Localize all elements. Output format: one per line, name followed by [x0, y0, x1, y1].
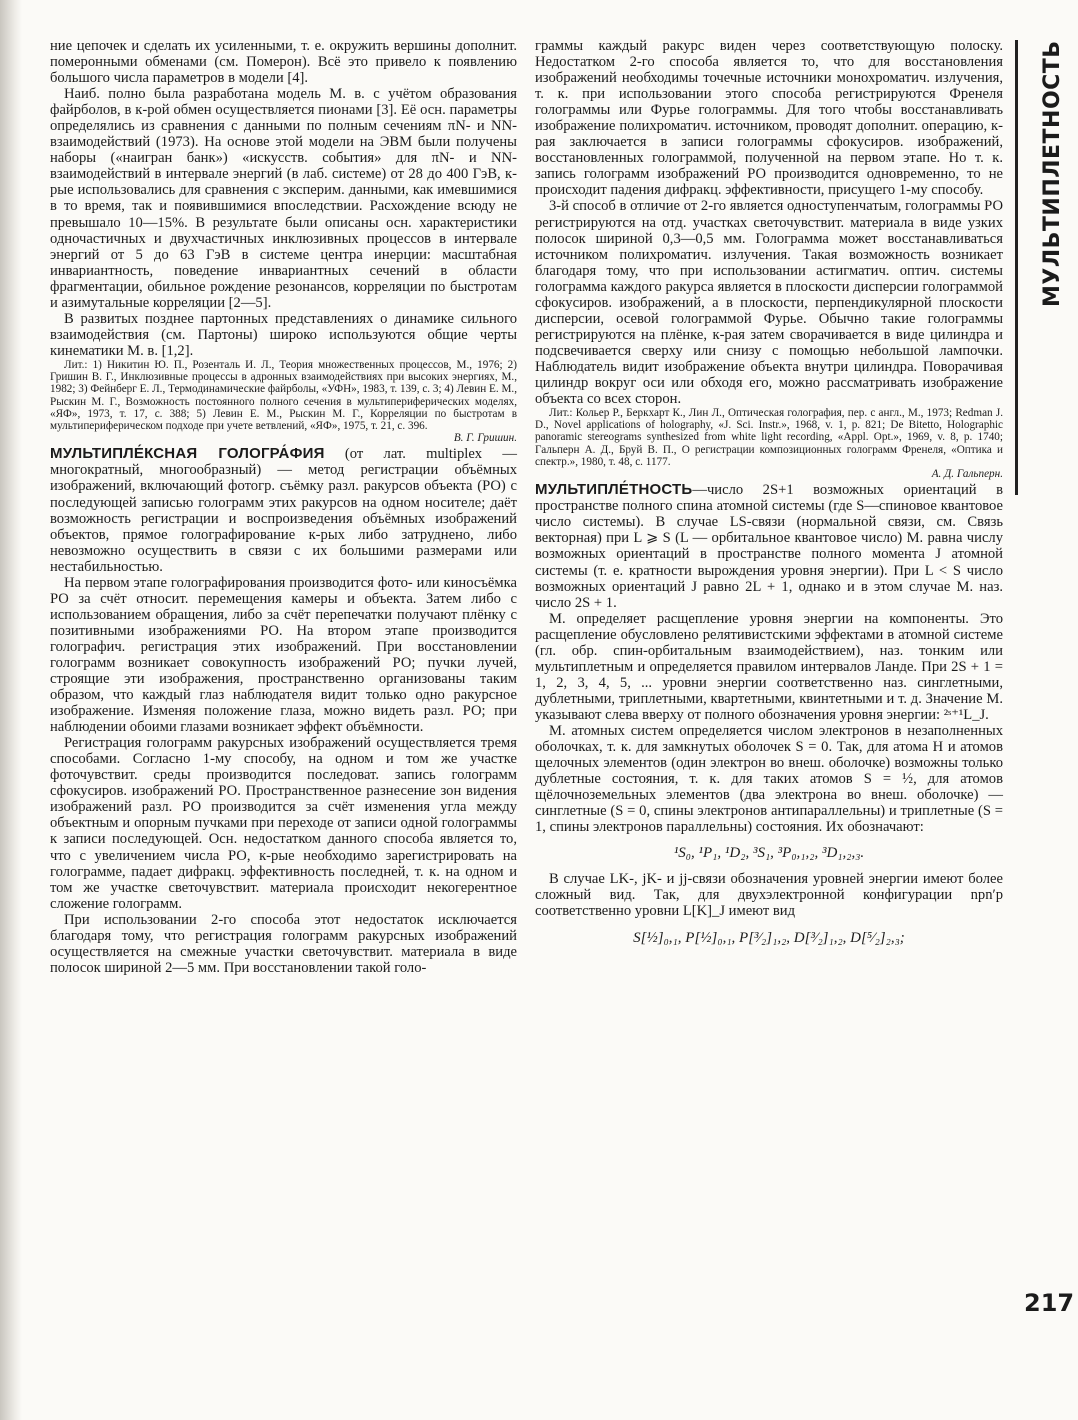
paragraph: Регистрация голограмм ракурсных изображений осуществляется тремя способами. Согласно 1-му способу, на одном и том же участке фоточувствит. среды производится последоват. запись голограмм сфокусиров. изображений РО. Пространственное разнесение зон видения изображений разл. РО производится за счёт изменения угла между объектным и опорным пучками при переходе от записи одной голограммы к записи последующей. Осн. недостатком данного способа является то, что с увеличением числа РО, к-рые необходимо зарегистрировать на голограмме, падает дифракц. эффективность последней, т. к. на одном и том же участке светочувствит. материала происходит некогерентное сложение голограмм. [50, 735, 517, 912]
entry-term: МУЛЬТИПЛЕ́ТНОСТЬ [535, 481, 693, 499]
entry-definition: (от лат. multiplex — многократный, многообразный) — метод регистрации объёмных изображений, включающий фотогр. съёмку разл. ракурсов объекта (РО) с последующей записью голограмм этих ракурсов на одном носителе; даёт возможность регистрации и воспроизведения объёмных изображений объектов, прямое голографирование к-рых либо затруднено, либо невозможно осуществить в связи с их большими размерами или нестабильностью. [50, 446, 518, 575]
entry-multiplicity [535, 482, 1003, 610]
paragraph: ние цепочек и сделать их усиленными, т. е. окружить вершины дополнит. померонными обменами (см. Померон). Всё это привело к появлению большого числа параметров в модели [4]. [50, 38, 517, 87]
paragraph: В случае LK-, jK- и jj-связи обозначения уровней энергии имеют более сложный вид. Так, для двухэлектронной конфигурации npn′p соответственно уровни L[K]_J имеют вид [535, 871, 1003, 920]
paragraph: 3-й способ в отличие от 2-го является одноступенчатым, голограммы РО регистрируются на отд. участках светочувствит. материала в виде узких полосок шириной 0,3—0,5 мм. Голограмма может восстанавливаться источником полихроматич. излучения. Такая возможность возникает благодаря тому, что при использовании астигматич. оптич. системы голограмма каждого ракурса является в плоскости дисперсии голограммой сфокусиров. изображений, а в плоскости, перпендикулярной плоскости дисперсии, осевой голограммой Фурье. Обычно такие голограммы регистрируются на плёнке, к-рая затем сворачивается в виде цилиндра и подсвечивается сверху или снизу с помощью небольшой лампочки. Наблюдатель видит изображение объекта внутри цилиндра. Поворачивая цилиндр вокруг оси или обходя его, можно рассматривать изображение объекта со всех сторон. [535, 198, 1003, 408]
paragraph: М. определяет расщепление уровня энергии на компоненты. Это расщепление обусловлено релятивистскими эффектами в атомной системе (гл. обр. спин-орбитальным взаимодействием), наз. тонким или мультиплетным и определяется правилом интервалов Ланде. При 2S + 1 = 1, 2, 3, 4, 5, ... уровни энергии соответственно наз. синглетными, дублетными, триплетными, квартетными, квинтетными и т. д. Значение М. указывают слева вверху от полного обозначения уровня энергии: ²ˢ⁺¹L_J. [535, 610, 1003, 723]
author-signature: А. Д. Гальперн. [931, 468, 1003, 481]
page-edge-shadow [0, 0, 22, 1420]
running-head: МУЛЬТИПЛЕТНОСТЬ [1040, 40, 1065, 307]
literature-text: Лит.: Кольер Р., Беркхарт К., Лин Л., Оптическая голография, пер. с англ., М., 1973; Redman J. D., Novel applications of holography, «J. Sci. Instr.», 1968, v. 1, p. 821; De Bitetto, Holographic panoramic stereograms synthesized from white light recording, «Appl. Opt.», 1969, v. 8, p. 1740; Гальперн А. Д., Бруй В. П., О регистрации композиционных голограмм Френеля, «Оптика и спектр.», 1980, т. 48, с. 1177. [535, 407, 1003, 468]
entry-definition: —число 2S+1 возможных ориентаций в пространстве полного спина атомной системы (где S—спиновое квантовое число системы). В случае LS-связи (нормальной связи, см. Связь векторная) при L ⩾ S (L — орбитальное квантовое число) М. равна числу возможных ориентаций в пространстве полного момента J атомной системы (т. е. кратности вырождения уровня энергии). При L < S число возможных ориентаций J равно 2L + 1, однако и в этом случае М. наз. число 2S + 1. [535, 482, 1003, 611]
paragraph: При использовании 2-го способа этот недостаток исключается благодаря тому, что регистрация голограмм ракурсных изображений осуществляется на смежные участки светочувствит. материала в виде полосок шириной 2—5 мм. При восстановлении такой голо- [50, 911, 517, 976]
left-column [50, 38, 517, 976]
paragraph: Наиб. полно была разработана модель М. в. с учётом образования файрболов, в к-рой обмен осуществляется пионами [3]. Её осн. параметры определялись из сравнения с данными по полным сечениям πN- и NN-взаимодействий (1973). На основе этой модели на ЭВМ были получены наборы («наигран банк») «искусств. события» для πN- и NN-взаимодействий в интервале энергий (в лаб. системе) от 28 до 400 ГэВ, к-рые использовались для сравнения с эксперим. данными, как имевшимися в то время, так и появившимися впоследствии. Расхождение всюду не превышало 10—15%. В результате были описаны осн. характеристики одночастичных и двухчастичных инклюзивных процессов в интервале энергий от 5 до 63 ГэВ в системе центра инерции: масштабная инвариантность, поведение инвариантных сечений в области фрагментации, обильное рождение резонансов, корреляции по быстротам и азимутальные корреляции [2—5]. [50, 86, 517, 311]
paragraph: М. атомных систем определяется числом электронов в незаполненных оболочках, т. к. для замкнутых оболочек S = 0. Так, для атома H и атомов щелочных элементов (один электрон во внеш. оболочке) возможны только дублетные состояния, т. к. для таких атомов S = ½, для атомов щёлочноземельных элементов (два электрона во внеш. оболочке) — синглетные (S = 0, спины электронов антипараллельны) и триплетные (S = 1, спины электронов параллельны) состояния. Их обозначают: [535, 723, 1003, 836]
entry-term: МУЛЬТИПЛЕ́КСНАЯ ГОЛОГРА́ФИЯ [50, 445, 325, 463]
literature-text: Лит.: 1) Никитин Ю. П., Розенталь И. Л., Теория множественных процессов, М., 1976; 2) Гришин В. Г., Инклюзивные процессы в адронных взаимодействиях при высоких энергиях, М., 1982; 3) Фейнберг Е. Л., Термодинамические файрболы, «УФН», 1983, т. 139, с. 3; 4) Левин Е. М., Рыскин М. Г., Возможность постоянного полного сечения в мультипериферических моделях, «ЯФ», 1973, т. 17, с. 388; 5) Левин Е. М., Рыскин М. Г., Корреляции по быстротам в мультипериферическом подходе при учете ветвлений, «ЯФ», 1975, т. 21, с. 396. [50, 358, 518, 432]
paragraph: На первом этапе голографирования производится фото- или киносъёмка РО за счёт относит. перемещения камеры и объекта. Затем либо с использованием обращения, либо за счёт перепечатки получают плёнку с позитивными изображениями РО. На втором этапе производится голографич. регистрация этих изображений. При восстановлении голограмм возникает совокупность изображений РО; пучки лучей, строящие эти изображения, пространственно организованы таким образом, что каждый глаз наблюдателя видит только одно ракурсное изображение. Изменяя положение глаза, можно видеть разл. РО; при наблюдении обоими глазами возникает эффект объёмности. [50, 574, 517, 736]
paragraph: граммы каждый ракурс виден через соответствующую полоску. Недостатком 2-го способа является то, что для восстановления изображений необходимы точечные источники монохроматич. излучения, т. к. при использовании этого способа регистрируются Френеля голограммы или Фурье голограммы. Для того чтобы восстанавливать изображение полихроматич. источником, проводят дополнит. операцию, к-рая заключается в записи голограммы сфокусиров. изображений, восстановленных голограммой, полученной на первом этапе. Но т. к. запись голограмм изображений РО производится одновременно, то не происходит падения дифракц. эффективности, присущего 1-му способу. [535, 38, 1003, 199]
page-number: 217 [1024, 1289, 1075, 1317]
formula-term-symbols: ¹S₀, ¹P₁, ¹D₂, ³S₁, ³P₀,₁,₂, ³D₁,₂,₃. [673, 845, 865, 862]
literature-note [50, 359, 517, 444]
right-column [535, 38, 1003, 956]
entry-multiplex-holography [50, 446, 517, 574]
margin-rule [1015, 40, 1018, 495]
literature-note [535, 407, 1003, 480]
formula-jk-levels: S[½]₀,₁, P[½]₀,₁, P[³⁄₂]₁,₂, D[³⁄₂]₁,₂, D[⁵⁄₂]₂,₃; [633, 929, 905, 946]
paragraph: В развитых позднее партонных представлениях о динамике сильного взаимодействия (см. Партоны) широко используются общие черты кинематики М. в. [1,2]. [50, 310, 517, 359]
author-signature: В. Г. Гришин. [453, 432, 517, 445]
